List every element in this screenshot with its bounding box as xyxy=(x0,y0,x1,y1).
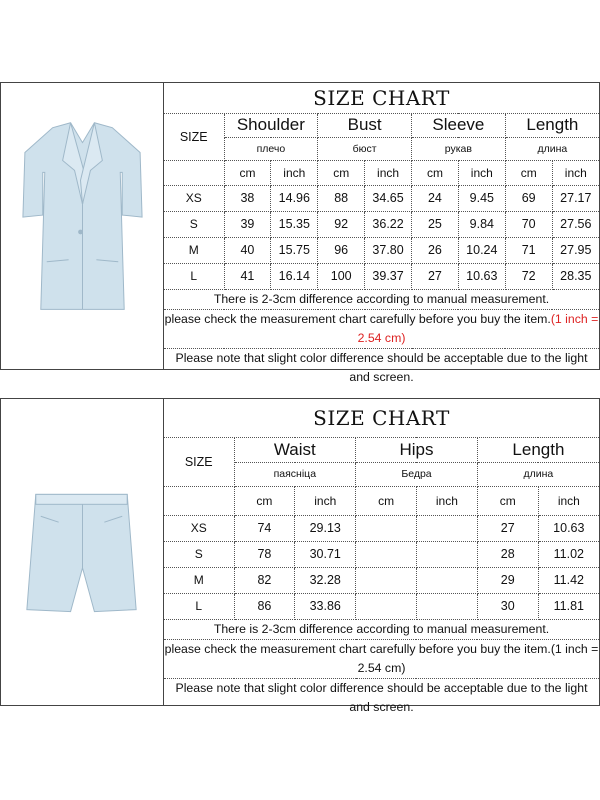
table-row xyxy=(164,211,599,237)
length-header: Length xyxy=(505,113,599,137)
table-row xyxy=(164,567,599,593)
unit-inch: inch xyxy=(552,160,599,185)
waist-subheader: паясніца xyxy=(234,462,356,486)
value-cell: 15.35 xyxy=(271,211,318,237)
value-cell: 11.81 xyxy=(538,593,599,619)
value-cell: 88 xyxy=(318,185,365,211)
table-row xyxy=(164,593,599,619)
unit-cm: cm xyxy=(505,160,552,185)
unit-inch: inch xyxy=(271,160,318,185)
shoulder-header: Shoulder xyxy=(224,113,318,137)
value-cell: 10.24 xyxy=(458,237,505,263)
measurement-note: There is 2-3cm difference according to manual measurement. xyxy=(164,619,599,639)
check-chart-text: please check the measurement chart carefully before you buy the item. xyxy=(164,311,551,326)
value-cell xyxy=(416,593,477,619)
shorts-size-chart-panel xyxy=(0,398,600,714)
value-cell: 28 xyxy=(477,541,538,567)
sleeve-subheader: рукав xyxy=(412,137,506,160)
value-cell: 72 xyxy=(505,263,552,289)
table-row xyxy=(164,541,599,567)
value-cell: 24 xyxy=(412,185,459,211)
value-cell: 69 xyxy=(505,185,552,211)
value-cell: 9.84 xyxy=(458,211,505,237)
value-cell: 100 xyxy=(318,263,365,289)
inch-conversion-note: (1 inch = 2.54 cm) xyxy=(357,311,599,345)
size-header: SIZE xyxy=(164,437,234,486)
value-cell: 86 xyxy=(234,593,295,619)
unit-blank xyxy=(164,160,224,185)
shorts-illustration xyxy=(1,399,163,705)
size-cell: M xyxy=(164,567,234,593)
value-cell: 70 xyxy=(505,211,552,237)
table-row xyxy=(164,515,599,541)
value-cell: 15.75 xyxy=(271,237,318,263)
value-cell: 30.71 xyxy=(295,541,356,567)
unit-cm: cm xyxy=(224,160,271,185)
jacket-size-table xyxy=(164,83,599,387)
chart-title: SIZE CHART xyxy=(164,83,599,113)
hips-subheader: Бедра xyxy=(356,462,478,486)
chart-title: SIZE CHART xyxy=(164,399,599,437)
value-cell: 39.37 xyxy=(365,263,412,289)
value-cell: 33.86 xyxy=(295,593,356,619)
length-header: Length xyxy=(477,437,599,462)
value-cell: 27 xyxy=(477,515,538,541)
unit-cm: cm xyxy=(318,160,365,185)
unit-cm: cm xyxy=(234,486,295,515)
check-chart-note: please check the measurement chart carefully before you buy the item.(1 inch = 2.54 cm) xyxy=(164,639,599,678)
value-cell: 34.65 xyxy=(365,185,412,211)
table-row xyxy=(164,237,599,263)
shorts-image xyxy=(1,399,164,705)
shoulder-subheader: плечо xyxy=(224,137,318,160)
unit-inch: inch xyxy=(538,486,599,515)
value-cell xyxy=(356,515,417,541)
value-cell: 16.14 xyxy=(271,263,318,289)
unit-blank xyxy=(164,486,234,515)
value-cell: 14.96 xyxy=(271,185,318,211)
value-cell: 10.63 xyxy=(458,263,505,289)
value-cell: 38 xyxy=(224,185,271,211)
value-cell: 96 xyxy=(318,237,365,263)
value-cell: 25 xyxy=(412,211,459,237)
value-cell xyxy=(416,567,477,593)
size-cell: L xyxy=(164,263,224,289)
waist-header: Waist xyxy=(234,437,356,462)
jacket-illustration xyxy=(1,83,163,369)
value-cell xyxy=(356,541,417,567)
unit-cm: cm xyxy=(356,486,417,515)
size-cell: S xyxy=(164,541,234,567)
value-cell xyxy=(356,567,417,593)
table-row xyxy=(164,185,599,211)
sleeve-header: Sleeve xyxy=(412,113,506,137)
shorts-size-table xyxy=(164,399,599,717)
value-cell: 82 xyxy=(234,567,295,593)
bust-header: Bust xyxy=(318,113,412,137)
value-cell: 11.02 xyxy=(538,541,599,567)
length-subheader: длина xyxy=(505,137,599,160)
bust-subheader: бюст xyxy=(318,137,412,160)
unit-cm: cm xyxy=(477,486,538,515)
unit-inch: inch xyxy=(458,160,505,185)
measurement-note: There is 2-3cm difference according to manual measurement. xyxy=(164,289,599,309)
value-cell: 26 xyxy=(412,237,459,263)
value-cell: 28.35 xyxy=(552,263,599,289)
value-cell xyxy=(356,593,417,619)
length-subheader: длина xyxy=(477,462,599,486)
value-cell: 9.45 xyxy=(458,185,505,211)
jacket-image xyxy=(1,83,164,369)
value-cell: 27 xyxy=(412,263,459,289)
value-cell: 27.17 xyxy=(552,185,599,211)
value-cell xyxy=(416,541,477,567)
value-cell: 36.22 xyxy=(365,211,412,237)
check-chart-note xyxy=(164,309,599,348)
unit-cm: cm xyxy=(412,160,459,185)
value-cell: 71 xyxy=(505,237,552,263)
value-cell: 92 xyxy=(318,211,365,237)
jacket-size-chart-panel xyxy=(0,82,600,384)
value-cell: 11.42 xyxy=(538,567,599,593)
value-cell: 27.95 xyxy=(552,237,599,263)
value-cell: 29 xyxy=(477,567,538,593)
unit-inch: inch xyxy=(416,486,477,515)
size-cell: L xyxy=(164,593,234,619)
size-header: SIZE xyxy=(164,113,224,160)
table-row xyxy=(164,263,599,289)
value-cell: 74 xyxy=(234,515,295,541)
value-cell xyxy=(416,515,477,541)
value-cell: 29.13 xyxy=(295,515,356,541)
color-difference-note: Please note that slight color difference should be acceptable due to the light and screen. xyxy=(164,678,599,717)
value-cell: 41 xyxy=(224,263,271,289)
value-cell: 37.80 xyxy=(365,237,412,263)
size-cell: M xyxy=(164,237,224,263)
size-cell: S xyxy=(164,211,224,237)
value-cell: 27.56 xyxy=(552,211,599,237)
hips-header: Hips xyxy=(356,437,478,462)
value-cell: 10.63 xyxy=(538,515,599,541)
value-cell: 32.28 xyxy=(295,567,356,593)
unit-inch: inch xyxy=(295,486,356,515)
size-cell: XS xyxy=(164,515,234,541)
size-cell: XS xyxy=(164,185,224,211)
value-cell: 40 xyxy=(224,237,271,263)
value-cell: 78 xyxy=(234,541,295,567)
unit-inch: inch xyxy=(365,160,412,185)
value-cell: 30 xyxy=(477,593,538,619)
color-difference-note: Please note that slight color difference should be acceptable due to the light and screen. xyxy=(164,348,599,387)
value-cell: 39 xyxy=(224,211,271,237)
